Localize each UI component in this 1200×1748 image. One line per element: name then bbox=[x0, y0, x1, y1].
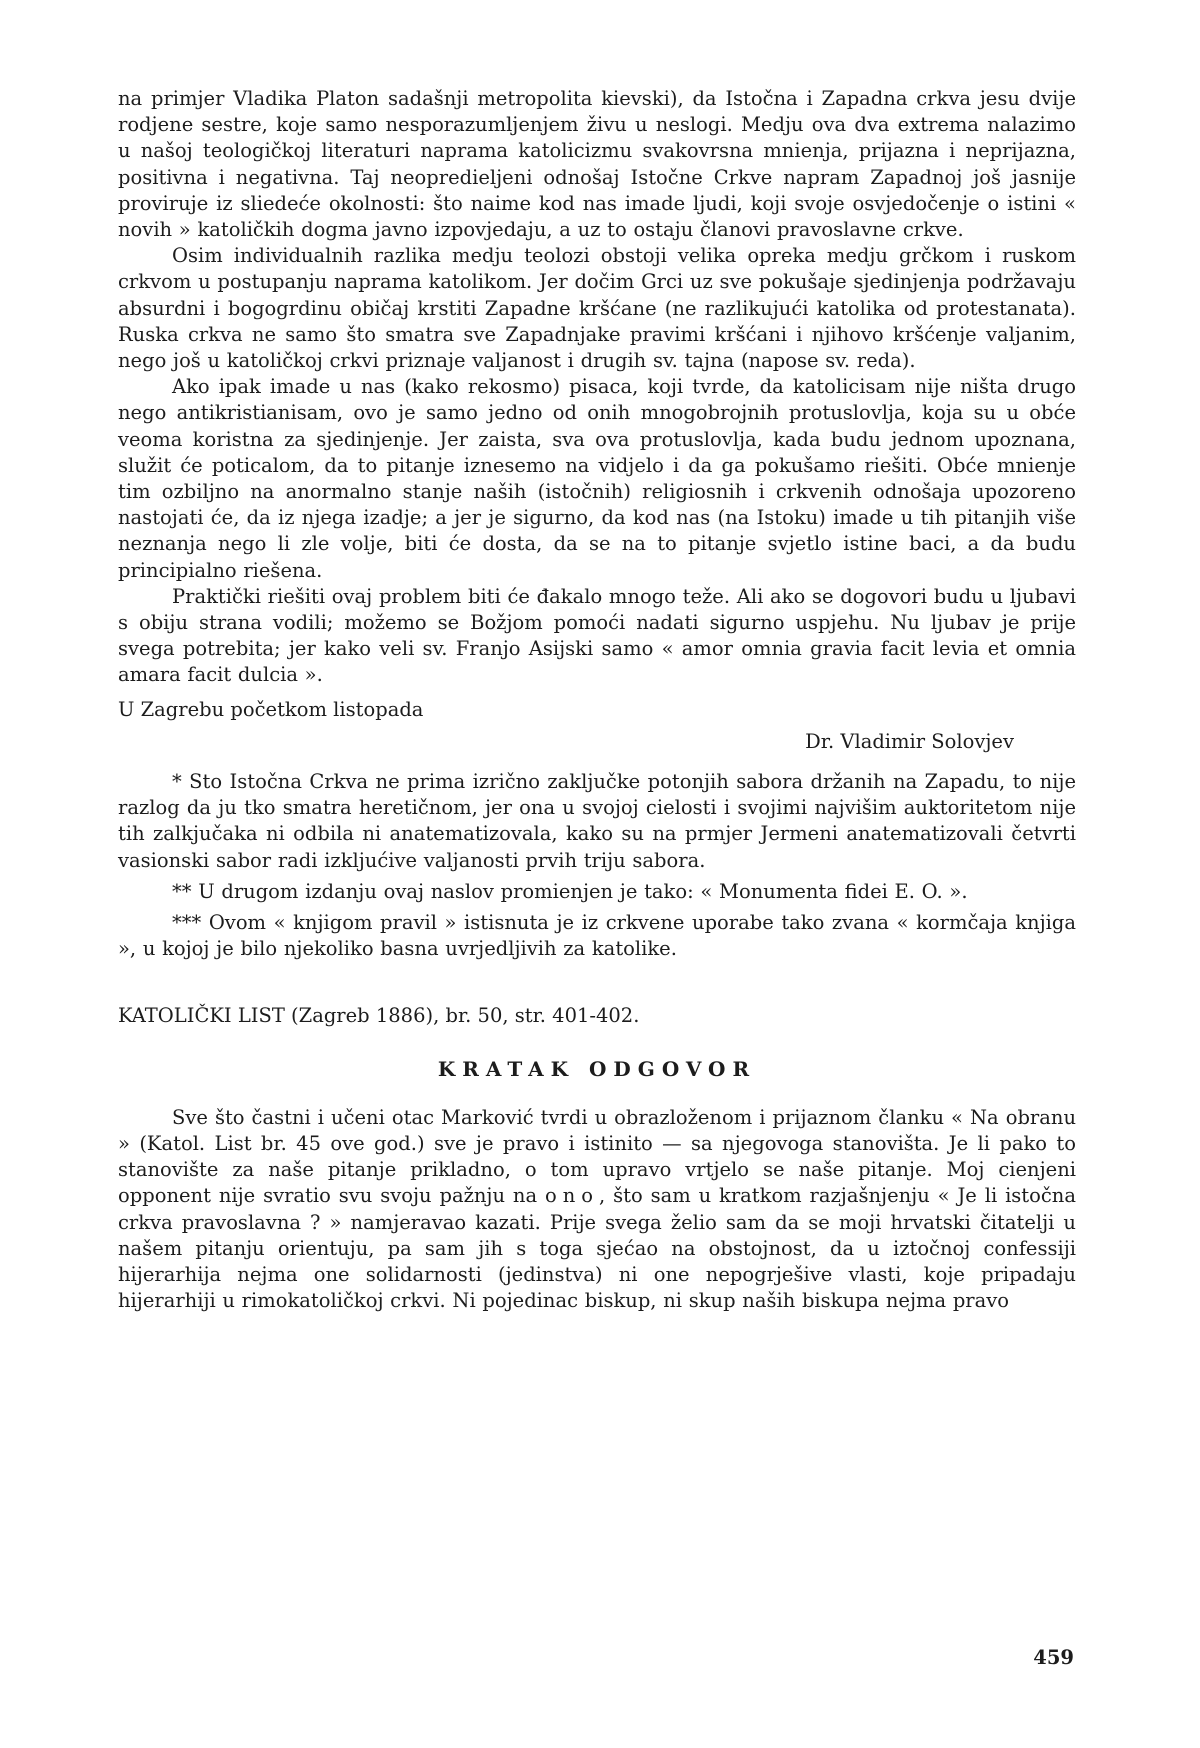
document-page bbox=[118, 86, 1076, 1314]
spaced-emphasis: ono bbox=[544, 1184, 600, 1208]
paragraph-final-part-1: Sve što častni i učeni otac Marković tvrdi u obrazloženom i prijaznom članku « Na obranu » (Katol. List br. 45 ove god.) sve je pravo i istinito — sa njegovoga stanovišta. Je li pako to stanovište za naše pitanje prikladno, o tom upravo vrtjelo se naše pitanje. Moj cienjeni opponent nije svratio svu svoju pažnju na bbox=[118, 1105, 1076, 1208]
author-signature: Dr. Vladimir Solovjev bbox=[805, 729, 1014, 753]
footnote-3: *** Ovom « knjigom pravil » istisnuta je iz crkvene uporabe tako zvana « kormčaja knjiga », u kojoj je bilo njekoliko basna uvrjedljivih za katolike. bbox=[118, 911, 1076, 961]
footnote-2: ** U drugom izdanju ovaj naslov promienjen je tako: « Monumenta fidei E. O. ». bbox=[172, 879, 968, 903]
page-number: 459 bbox=[1033, 1646, 1074, 1669]
footnotes bbox=[118, 769, 1076, 962]
paragraph-3: Ako ipak imade u nas (kako rekosmo) pisaca, koji tvrde, da katolicisam nije ništa drugo nego antikristianisam, ovo je samo jedno od onih mnogobrojnih protuslovlja, koja su u obće veoma koristna za sjedinjenje. Jer zaista, sva ova protuslovlja, kada budu jednom upoznana, služit će poticalom, da to pitanje iznesemo na vidjelo i da ga pokušamo riešiti. Obće mnienje tim ozbiljno na anormalno stanje naših (istočnih) religiosnih i crkvenih odnošaja upozoreno nastojati će, da iz njega izadje; a jer je sigurno, da kod nas (na Istoku) imade u tih pitanjih više neznanja nego li zle volje, biti će dosta, da se na to pitanje svjetlo istine baci, a da budu principialno riešena. bbox=[118, 375, 1076, 582]
paragraph-4: Praktički riešiti ovaj problem biti će đakalo mnogo teže. Ali ako se dogovori budu u ljubavi s obiju strana vodili; možemo se Božjom pomoći nadati sigurno uspjehu. Nu ljubav je prije svega potrebita; jer kako veli sv. Franjo Asijski samo « amor omnia gravia facit levia et omnia amara facit dulcia ». bbox=[118, 584, 1076, 687]
paragraph-1: na primjer Vladika Platon sadašnji metropolita kievski), da Istočna i Zapadna crkva jesu dvije rodjene sestre, koje samo nesporazumljenjem živu u neslogi. Medju ova dva extrema nalazimo u našoj teologičkoj literaturi naprama katolicizmu svakovrsna mnienja, prijazna i neprijazna, positivna i negativna. Taj neopredieljeni odnošaj Istočne Crkve napram Zapadnoj još jasnije proviruje iz sliedeće okolnosti: što naime kod nas imade ljudi, koji svoje osvjedočenje o istini « novih » katoličkih dogma javno izpovjedaju, a uz to ostaju članovi pravoslavne crkve. bbox=[118, 87, 1076, 242]
paragraph-final-part-2: , što sam u kratkom razjašnjenju « Je li istočna crkva pravoslavna ? » namjeravao kazati. Prije svega želio sam da se moji hrvatski čitatelji u našem pitanju orientuju, pa sam jih s toga sjećao na obstojnost, da u iztočnoj confessiji hijerarhija nejma one solidarnosti (jedinstva) ni one nepogrješive vlasti, koje pripadaju hijerarhiji u rimokatoličkoj crkvi. Ni pojedinac biskup, ni skup naših biskupa nejma pravo bbox=[118, 1184, 1076, 1313]
source-citation: KATOLIČKI LIST (Zagreb 1886), br. 50, str. 401-402. bbox=[118, 1003, 640, 1027]
footnote-1: * Sto Istočna Crkva ne prima izrično zaključke potonjih sabora držanih na Zapadu, to nije razlog da ju tko smatra heretičnom, jer ona u svojoj cielosti i svojimi najvišim auktoritetom nije tih zalkjučaka ni odbila ni anatematizovala, kako su na prmjer Jermeni anatematizovali četvrti vasionski sabor radi izkljućive valjanosti prvih triju sabora. bbox=[118, 770, 1076, 872]
paragraph-2: Osim individualnih razlika medju teolozi obstoji velika opreka medju grčkom i ruskom crkvom u postupanju naprama katolikom. Jer dočim Grci uz sve pokušaje sjedinjenja podržavaju absurdni i bogogrdinu običaj krstiti Zapadne kršćane (ne razlikujući katolika od protestanata). Ruska crkva ne samo što smatra sve Zapadnjake pravimi kršćani i njihovo kršćenje valjanim, nego još u katoličkoj crkvi priznaje valjanost i drugih sv. tajna (napose sv. reda). bbox=[118, 244, 1076, 373]
place-date-line: U Zagrebu početkom listopada bbox=[118, 697, 424, 721]
article-heading: KRATAK ODGOVOR bbox=[437, 1056, 757, 1081]
paragraph-final bbox=[118, 1105, 1076, 1315]
